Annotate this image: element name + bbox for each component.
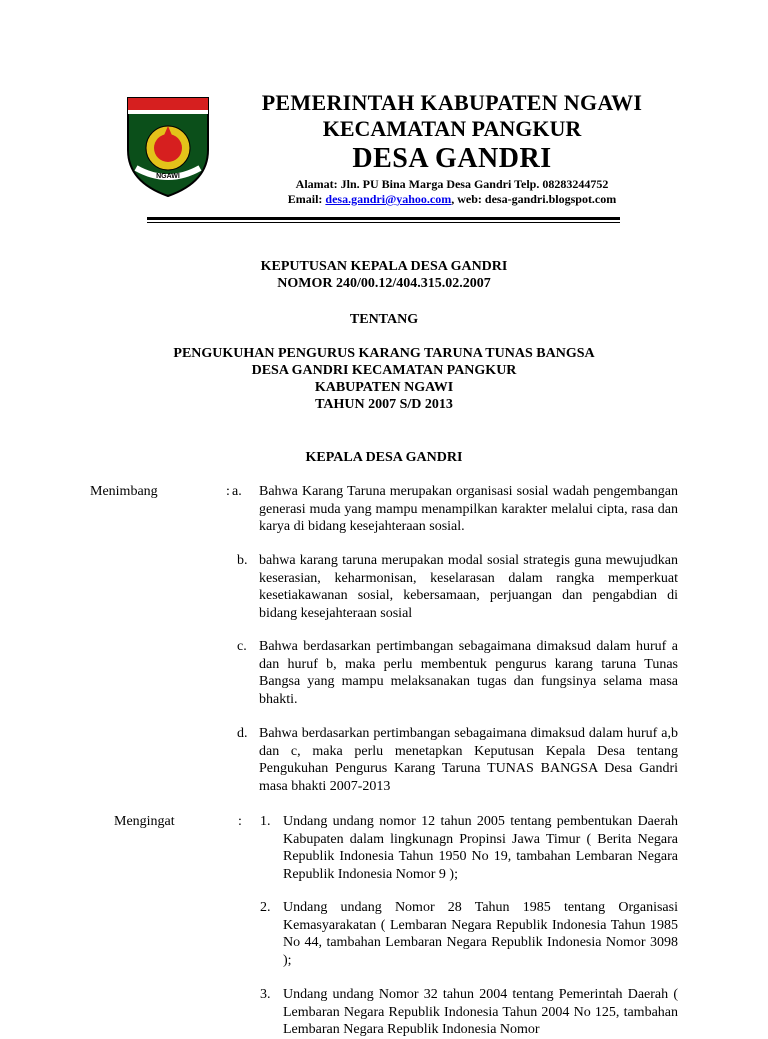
- subject-line-4: TAHUN 2007 S/D 2013: [315, 397, 453, 412]
- government-title: PEMERINTAH KABUPATEN NGAWI: [261, 90, 643, 115]
- menimbang-colon: :: [226, 484, 230, 499]
- menimbang-marker-a: a.: [232, 484, 242, 499]
- village-title: DESA GANDRI: [352, 143, 552, 174]
- decree-title: KEPUTUSAN KEPALA DESA GANDRI: [260, 259, 508, 274]
- mengingat-colon: :: [238, 814, 242, 829]
- menimbang-item-b: bahwa karang taruna merupakan modal sosial strategis guna mewujudkan keserasian, keharmonisan, keselarasan dalam rangka memperkuat kesetiakawanan sosial, kebersamaan, perjuangan dan pengabdian di bidang kesejahteraan sosial: [259, 553, 678, 621]
- svg-text:NGAWI: NGAWI: [156, 173, 180, 180]
- contact-line: [200, 192, 704, 207]
- email-link[interactable]: desa.gandri@yahoo.com: [325, 192, 452, 206]
- mengingat-marker-1: 1.: [260, 814, 271, 829]
- email-label: Email:: [287, 192, 326, 206]
- mengingat-marker-3: 3.: [260, 987, 271, 1002]
- address-line: Alamat: Jln. PU Bina Marga Desa Gandri Telp. 08283244752: [295, 177, 609, 191]
- menimbang-marker-b: b.: [237, 553, 248, 568]
- web-text: , web: desa-gandri.blogspot.com: [451, 192, 617, 206]
- subject-line-2: DESA GANDRI KECAMATAN PANGKUR: [251, 363, 517, 378]
- mengingat-item-2: Undang undang Nomor 28 Tahun 1985 tentang Organisasi Kemasyarakatan ( Lembaran Negara Republik Indonesia Tahun 1985 No 44, tambahan Lembaran Negara Republik Indonesia Nomor 3098 );: [283, 900, 678, 968]
- mengingat-item-3: Undang undang Nomor 32 tahun 2004 tentang Pemerintah Daerah ( Lembaran Negara Republik Indonesia Tahun 2004 No 125, tambahan Lembaran Negara Republik Indonesia Nomor: [283, 987, 678, 1038]
- mengingat-label: Mengingat: [114, 814, 175, 829]
- menimbang-item-d: Bahwa berdasarkan pertimbangan sebagaimana dimaksud dalam huruf a,b dan c, maka perlu menetapkan Keputusan Kepala Desa tentang Pengukuhan Pengurus Karang Taruna TUNAS BANGSA Desa Gandri masa bhakti 2007-2013: [259, 726, 678, 794]
- letterhead-divider-thin: [147, 222, 620, 223]
- menimbang-item-c: Bahwa berdasarkan pertimbangan sebagaimana dimaksud dalam huruf a dan huruf b, maka perlu membentuk pengurus karang taruna Tunas Bangsa yang mampu melaksanakan tugas dan fungsinya selama masa bhakti.: [259, 639, 678, 707]
- menimbang-marker-d: d.: [237, 726, 248, 741]
- district-title: KECAMATAN PANGKUR: [322, 116, 582, 141]
- kepala-heading: KEPALA DESA GANDRI: [305, 450, 463, 465]
- subject-line-1: PENGUKUHAN PENGURUS KARANG TARUNA TUNAS BANGSA: [173, 346, 595, 361]
- letterhead-divider-thick: [147, 217, 620, 220]
- tentang-heading: TENTANG: [349, 312, 419, 327]
- mengingat-item-1: Undang undang nomor 12 tahun 2005 tentang pembentukan Daerah Kabupaten dalam lingkunagn Propinsi Jawa Timur ( Berita Negara Republik Indonesia Tahun 1950 No 19, tambahan Lembaran Negara Republik Indonesia Nomor 9 );: [283, 814, 678, 882]
- decree-number: NOMOR 240/00.12/404.315.02.2007: [277, 276, 491, 291]
- mengingat-marker-2: 2.: [260, 900, 271, 915]
- menimbang-marker-c: c.: [237, 639, 247, 654]
- menimbang-item-a: Bahwa Karang Taruna merupakan organisasi sosial wadah pengembangan generasi muda yang mampu menampilkan karakter melalui cipta, rasa dan karya di bidang kesejahteraan sosial.: [259, 484, 678, 535]
- subject-line-3: KABUPATEN NGAWI: [314, 380, 454, 395]
- menimbang-label: Menimbang: [90, 484, 158, 499]
- address-block: [200, 177, 704, 207]
